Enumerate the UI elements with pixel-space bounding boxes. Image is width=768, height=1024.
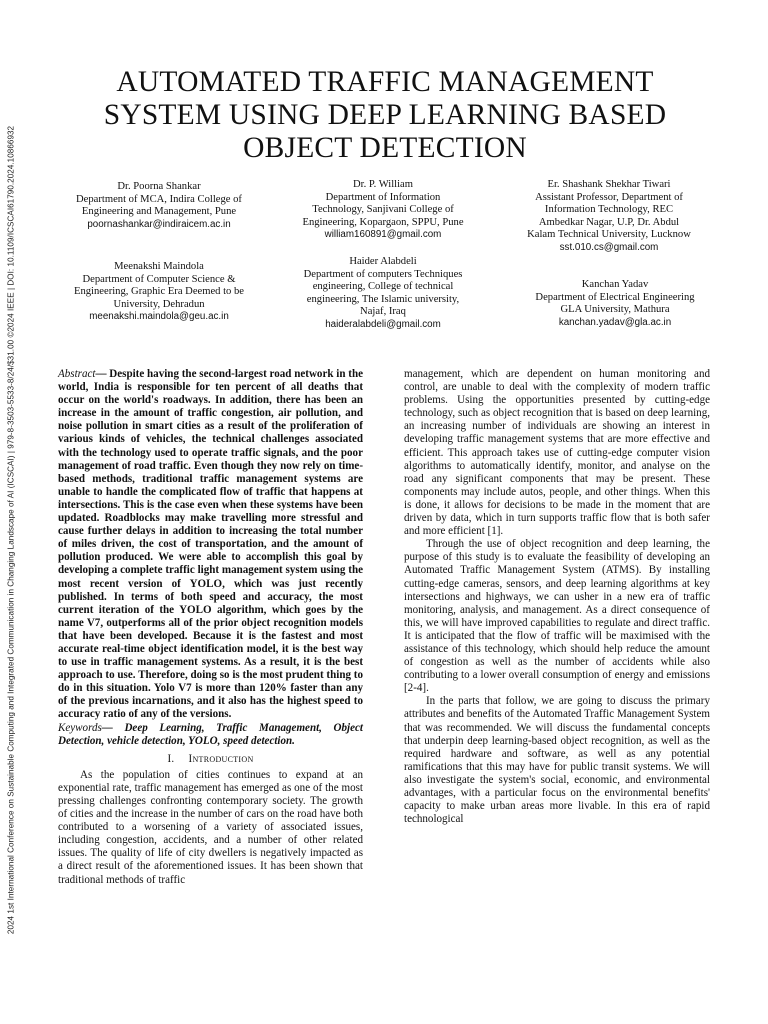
abstract-label: Abstract bbox=[58, 368, 96, 380]
author-block bbox=[498, 279, 732, 329]
abstract: Abstract— Despite having the second-largest road network in the world, India is responsible for ten percent of all deaths that occur on the world's roadways. In addition, there has been an increase in the amount of traffic congestion, air pollution, and noise pollution in smart cities as a result of the proliferation of various kinds of vehicles, the technical challenges associated with the technology used to operate traffic signals, and the poor management of road traffic. Even though they now rely on time-based methods, traditional traffic management systems are unable to handle the complicated flow of traffic that happens at intersections. This is the case even when these systems have been updated. Roadblocks may make travelling more stressful and cause further delays in addition to increasing the total number of miles driven, the cost of transportation, and the amount of pollution produced. We were able to accomplish this goal by developing a complete traffic light management system using the most recent version of YOLO, which was just recently published. In terms of both speed and accuracy, the most current iteration of the YOLO algorithm, which goes by the name V7, outperforms all of the prior object recognition models that have been developed. Because it is the fastest and most accurate real-time object identification model, it is the best way to use in traffic management systems. As a result, it is the best approach to use. Therefore, doing so is the most prudent thing to do in this situation. Yolo V7 is more than 120% faster than any of the previous incarnations, and it also has the highest speed to accuracy ratio of any of the versions. bbox=[58, 368, 364, 721]
author-affiliation: Engineering and Management, Pune bbox=[81, 206, 237, 218]
abstract-text: Despite having the second-largest road network in the world, India is responsible for ten percent of all deaths that occur on the world's roadways. In addition, there has been an increase in the amount of traffic congestion, air pollution, and noise pollution in smart cities as a result of the proliferation of various kinds of vehicles, the technical challenges associated with the technology used to operate traffic signals, and the poor management of road traffic. Even though they now rely on time-based methods, traditional traffic management systems are unable to handle the complicated flow of traffic that happens at intersections. This is the case even when these systems have been updated. Roadblocks may make travelling more stressful and cause further delays in addition to increasing the total number of miles driven, the cost of transportation, and the amount of pollution produced. We were able to accomplish this goal by developing a complete traffic light management system using the most recent version of YOLO, which was just recently published. In terms of both speed and accuracy, the most current iteration of the YOLO algorithm, which goes by the name V7, outperforms all of the prior object recognition models that have been developed. Because it is the fastest and most accurate real-time object identification model, it is the best way to use in traffic management systems. As a result, it is the best approach to use. Therefore, doing so is the most prudent thing to do in this situation. Yolo V7 is more than 120% faster than any of the previous incarnations, and it also has the highest speed to accuracy ratio of any of the versions. bbox=[58, 368, 364, 721]
title-line-1: AUTOMATED TRAFFIC MANAGEMENT bbox=[116, 66, 654, 98]
body-paragraph: Through the use of object recognition and deep learning, the purpose of this study is to evaluate the feasibility of developing an Automated Traffic Management System (ATMS). By installing cutting-edge cameras, sensors, and deep learning algorithms at key intersections and highways, we can usher in a new era of traffic monitoring, analysis, and management. As a direct consequence of this, we will have improved capabilities to regulate and direct traffic. It is anticipated that the flow of traffic will be maximised with the assistance of this technology, which should help reduce the amount of congestion as well as the number of accidents while also contributing to a lower overall consumption of energy and emissions [2-4]. bbox=[404, 538, 710, 695]
conference-sidebar bbox=[4, 80, 18, 980]
author-block bbox=[278, 179, 488, 242]
author-affiliation: GLA University, Mathura bbox=[560, 304, 670, 316]
keywords-label: Keywords bbox=[58, 721, 102, 734]
title-line-2: SYSTEM USING DEEP LEARNING BASED bbox=[103, 99, 667, 131]
author-affiliation: Technology, Sanjivani College of bbox=[312, 204, 454, 216]
left-column bbox=[58, 368, 363, 887]
author-email[interactable]: meenakshi.maindola@geu.ac.in bbox=[89, 311, 229, 323]
author-email[interactable]: sst.010.cs@gmail.com bbox=[559, 241, 659, 253]
author-email[interactable]: kanchan.yadav@gla.ac.in bbox=[558, 316, 672, 328]
author-block bbox=[48, 261, 270, 324]
author-block bbox=[492, 179, 726, 255]
author-affiliation: Department of Computer Science & bbox=[82, 273, 236, 285]
author-affiliation: Department of Information bbox=[325, 191, 441, 203]
author-affiliation: engineering, The Islamic university, bbox=[306, 293, 460, 305]
author-affiliation: Kalam Technical University, Lucknow bbox=[527, 229, 691, 241]
intro-paragraph: As the population of cities continues to expand at an exponential rate, traffic management has emerged as one of the most pressing challenges confronting contemporary society. The growth of cities and the increase in the number of cars on the road have both contributed to a worsening of a variety of associated issues, including congestion, accidents, and a number of other related issues. The quality of life of city dwellers is negatively impacted as a direct result of the aforementioned issues. It has been shown that traditional methods of traffic bbox=[58, 768, 363, 886]
paper-title bbox=[70, 66, 700, 165]
author-name: Kanchan Yadav bbox=[581, 279, 649, 290]
author-email[interactable]: william160891@gmail.com bbox=[324, 229, 442, 241]
author-affiliation: Engineering, Kopargaon, SPPU, Pune bbox=[302, 216, 464, 228]
author-affiliation: Department of Electrical Engineering bbox=[535, 291, 695, 303]
author-affiliation: Engineering, Graphic Era Deemed to be bbox=[73, 286, 245, 298]
author-name: Haider Alabdeli bbox=[349, 256, 417, 267]
keywords: Keywords— Deep Learning, Traffic Management, Object Detection, vehicle detection, YOLO, speed detection. bbox=[58, 721, 363, 747]
author-affiliation: Assistant Professor, Department of bbox=[535, 191, 683, 203]
author-affiliation: engineering, College of technical bbox=[312, 281, 454, 293]
body-paragraph: management, which are dependent on human monitoring and control, are unable to deal with the complexity of modern traffic problems. Using the opportunities presented by cutting-edge technology, such as object recognition that is based on deep learning, an increasing number of individuals are showing an interest in developing traffic management systems that are more effective and efficient. This approach takes use of cutting-edge computer vision algorithms to automatically identify, monitor, and analyse on the road any significant components that may be present. These components may include autos, people, and other things. When this is done, it allows for decisions to be made in the moment that are driven by data, which in turn supports traffic flow that is both safer and more efficient [1]. bbox=[404, 368, 710, 538]
author-affiliation: Ambedkar Nagar, U.P, Dr. Abdul bbox=[538, 216, 680, 228]
author-affiliation: Department of MCA, Indira College of bbox=[76, 193, 242, 205]
author-affiliation: Najaf, Iraq bbox=[360, 306, 406, 318]
author-name: Meenakshi Maindola bbox=[114, 261, 204, 272]
author-name: Er. Shashank Shekhar Tiwari bbox=[547, 179, 671, 190]
author-block bbox=[278, 256, 488, 332]
author-affiliation: Department of computers Techniques bbox=[303, 268, 463, 280]
author-block bbox=[50, 181, 268, 231]
right-column bbox=[404, 368, 710, 826]
section-title: Introduction bbox=[188, 752, 254, 765]
title-line-3: OBJECT DETECTION bbox=[243, 132, 527, 164]
author-email[interactable]: haideralabdeli@gmail.com bbox=[325, 318, 441, 330]
author-email[interactable]: poornashankar@indiraicem.ac.in bbox=[87, 218, 231, 230]
author-name: Dr. Poorna Shankar bbox=[117, 181, 201, 192]
section-heading bbox=[58, 753, 363, 766]
body-paragraph: In the parts that follow, we are going to discuss the primary attributes and benefits of the Automated Traffic Management System that was recommended. We will discuss the fundamental concepts that underpin deep learning-based object recognition, as well as the required hardware and software, as well as any potential ramifications that this may have for public transit systems. We will also investigate the system's social, economic, and environmental advantages, with a particular focus on the environmental benefits' capacity to make urban areas more livable. In this era of rapid technological bbox=[404, 695, 710, 826]
author-name: Dr. P. William bbox=[352, 179, 413, 190]
author-affiliation: Information Technology, REC bbox=[544, 204, 674, 216]
author-affiliation: University, Dehradun bbox=[113, 298, 205, 310]
section-number: I. bbox=[167, 752, 175, 765]
keywords-text: Deep Learning, Traffic Management, Object Detection, vehicle detection, YOLO, speed detection. bbox=[58, 721, 363, 747]
conference-citation: 2024 1st International Conference on Sustainable Computing and Integrated Communication in Changing Landscape of AI (ICSCAI) | 979-8-3503-5533-8/24/$31.00 ©2024 IEEE | DOI: 10.1109/ICSCAI61790.2024.10866932 bbox=[6, 125, 16, 935]
